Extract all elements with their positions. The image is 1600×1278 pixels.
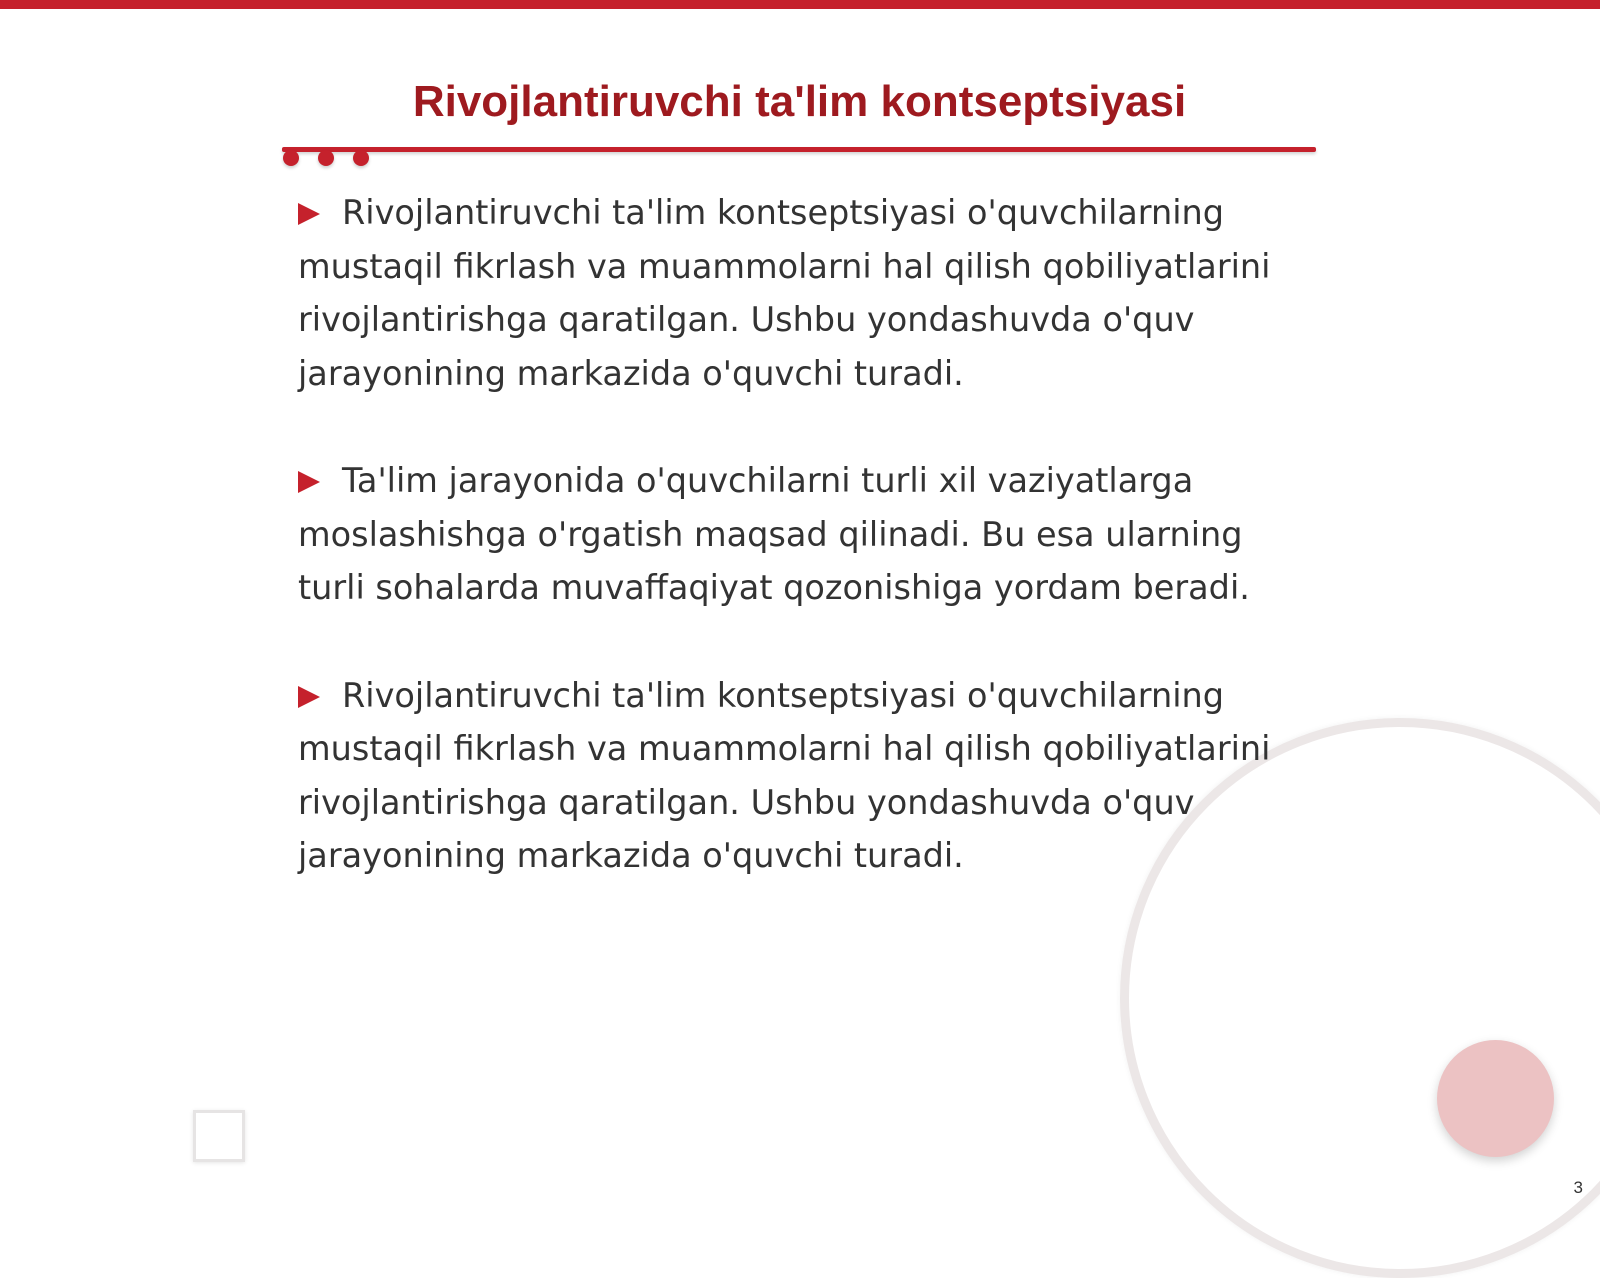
decorative-dot bbox=[353, 150, 369, 166]
title-underline bbox=[282, 147, 1316, 152]
bullet-item bbox=[298, 669, 1318, 883]
decorative-square bbox=[193, 1110, 245, 1162]
decorative-dot bbox=[283, 150, 299, 166]
bullet-item bbox=[298, 454, 1318, 615]
slide-title: Rivojlantiruvchi ta'lim kontseptsiyasi bbox=[412, 77, 1187, 126]
top-accent-bar bbox=[0, 0, 1600, 9]
decorative-disc bbox=[1437, 1040, 1554, 1157]
bullet-list bbox=[298, 186, 1318, 883]
bullet-text: Rivojlantiruvchi ta'lim kontseptsiyasi o'quvchilarning mustaqil fikrlash va muammolarni hal qilish qobiliyatlarini rivojlantirishga qaratilgan. Ushbu yondashuvda o'quv jarayonining markazida o'quvchi turadi. bbox=[298, 675, 1271, 875]
bullet-text: Rivojlantiruvchi ta'lim kontseptsiyasi o'quvchilarning mustaqil fikrlash va muammolarni hal qilish qobiliyatlarini rivojlantirishga qaratilgan. Ushbu yondashuvda o'quv jarayonining markazida o'quvchi turadi. bbox=[298, 193, 1271, 393]
bullet-item bbox=[298, 186, 1318, 400]
bullet-text: Ta'lim jarayonida o'quvchilarni turli xil vaziyatlarga moslashishga o'rgatish maqsad qilinadi. Bu esa ularning turli sohalarda muvaffaqiyat qozonishiga yordam beradi. bbox=[298, 461, 1250, 607]
page-number: 3 bbox=[1573, 1178, 1583, 1197]
triangle-right-icon bbox=[298, 471, 320, 493]
triangle-right-icon bbox=[298, 203, 320, 225]
triangle-right-icon bbox=[298, 686, 320, 708]
decorative-dot bbox=[318, 150, 334, 166]
